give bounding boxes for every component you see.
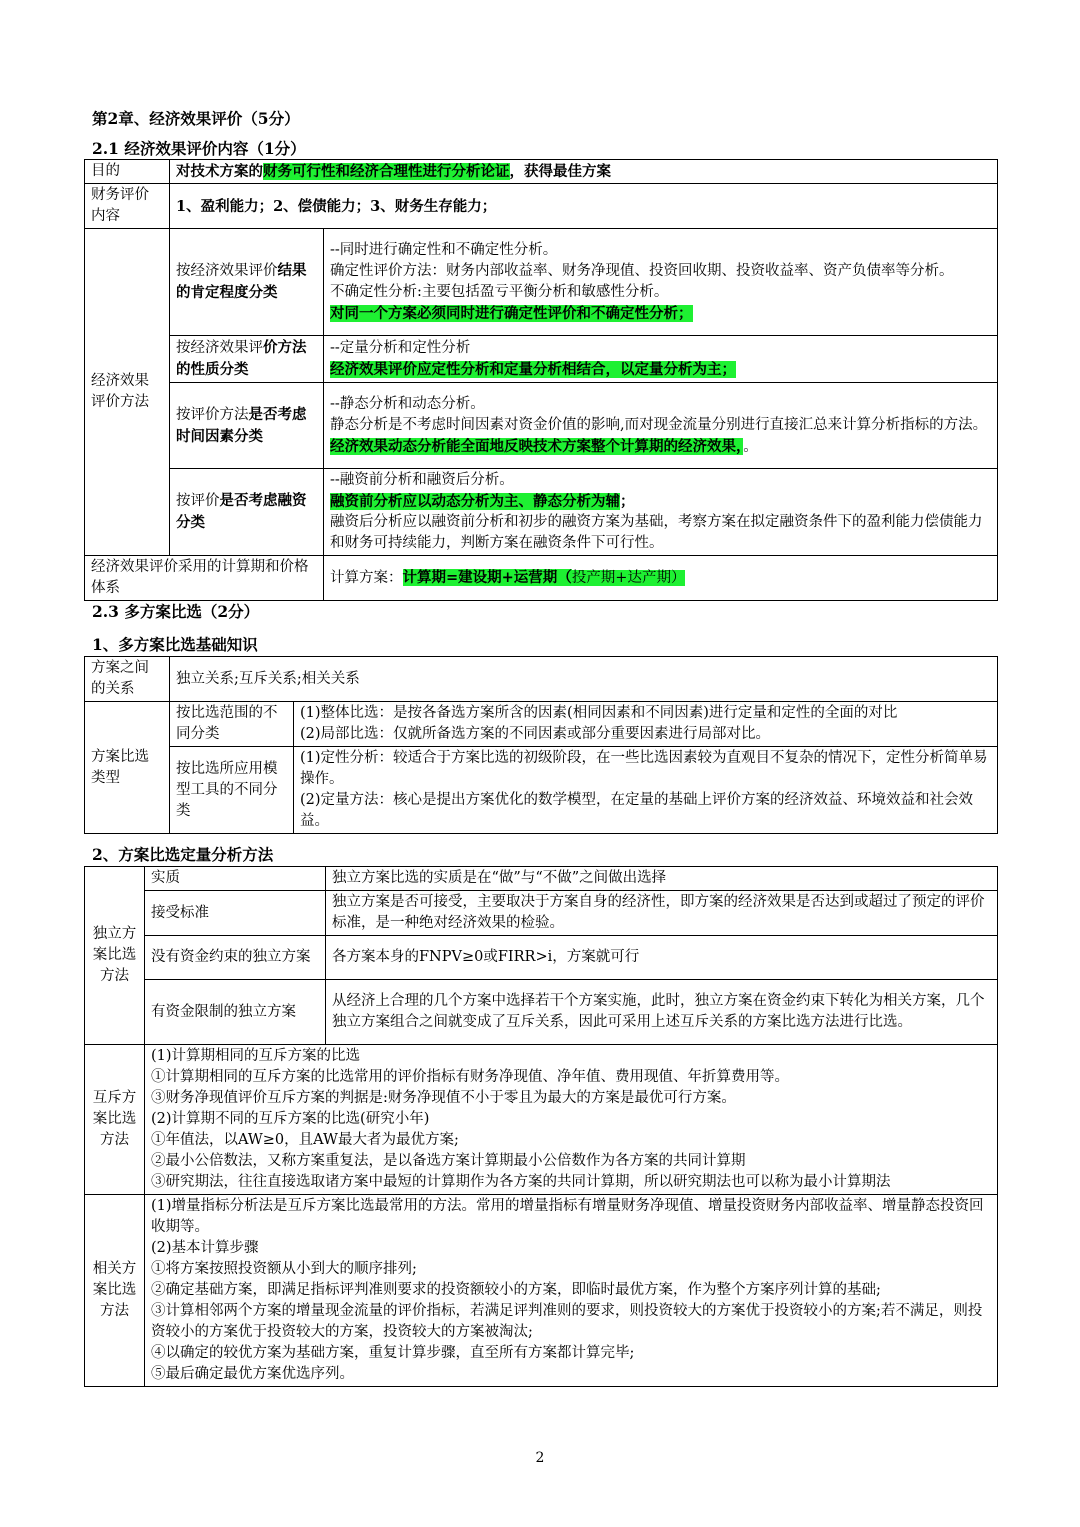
capital-limit-value: 从经济上合理的几个方案中选择若干个方案实施，此时，独立方案在资金约束下转化为相关方案，几个独立方案组合之间就变成了互斥关系，因此可采用上述互斥关系的方案比选方法进行比选。 (326, 980, 998, 1045)
mutual-method-detail: (1)计算期相同的互斥方案的比选 ①计算期相同的互斥方案的比选常用的评价指标有财务净现值、净年值、费用现值、年折算费用等。 ③财务净现值评价互斥方案的判据是:财务净现值不小于零且为最大的方案是最优可行方案。 (2)计算期不同的互斥方案的比选(研究小年) ①年值法，以AW≥0，且AW最大者为最优方案; ②最小公倍数法，又称方案重复法，是以备选方案计算期最小公倍数作为各方案的共同计算期 ③研究期法，往往直接选取诸方案中最短的计算期作为各方案的共同计算期，所以研究期法也可以称为最小计算期法 (145, 1045, 998, 1195)
independent-method-label: 独立方案比选方法 (85, 867, 145, 1045)
classify-by-certainty: 按经济效果评价结果的肯定程度分类 (170, 229, 324, 336)
acceptance-label: 接受标准 (145, 891, 326, 936)
eval-method-label: 经济效果评价方法 (85, 229, 170, 556)
acceptance-value: 独立方案是否可接受，主要取决于方案自身的经济性，即方案的经济效果是否达到或超过了预定的评价标准，是一种绝对经济效果的检验。 (326, 891, 998, 936)
purpose-value: 对技术方案的财务可行性和经济合理性进行分析论证，获得最佳方案 (170, 160, 998, 184)
chapter-title: 第2章、经济效果评价（5分） (92, 109, 300, 128)
subsection-1-title: 1、多方案比选基础知识 (92, 635, 258, 654)
related-method-label: 相关方案比选方法 (85, 1195, 145, 1387)
classify-by-nature: 按经济效果评价方法的性质分类 (170, 336, 324, 383)
certainty-detail: --同时进行确定性和不确定性分析。 确定性评价方法：财务内部收益率、财务净现值、投资回收期、投资收益率、资产负债率等分析。 不确定性分析:主要包括盈亏平衡分析和敏感性分析。 对同一个方案必须同时进行确定性评价和不确定性分析； (324, 229, 998, 336)
section-2-3-title: 2.3 多方案比选（2分） (92, 602, 260, 621)
essence-value: 独立方案比选的实质是在“做”与“不做”之间做出选择 (326, 867, 998, 891)
type-by-model-detail: (1)定性分析：较适合于方案比选的初级阶段，在一些比选因素较为直观目不复杂的情况下，定性分析简单易操作。 (2)定量方法：核心是提出方案优化的数学模型，在定量的基础上评价方案的经济效益、环境效益和社会效益。 (294, 747, 998, 834)
classify-by-time: 按评价方法是否考虑时间因素分类 (170, 383, 324, 469)
financing-detail: --融资前分析和融资后分析。 融资前分析应以动态分析为主、静态分析为辅； 融资后分析应以融资前分析和初步的融资方案为基础，考察方案在拟定融资条件下的盈利能力偿债能力和财务可持续能力，判断方案在融资条件下可行性。 (324, 469, 998, 556)
period-value: 计算方案：计算期=建设期+运营期（投产期+达产期） (324, 556, 998, 601)
period-label: 经济效果评价采用的计算期和价格体系 (85, 556, 324, 601)
evaluation-content-table (84, 159, 998, 601)
type-by-scope: 按比选范围的不同分类 (170, 702, 294, 747)
related-method-detail: (1)增量指标分析法是互斥方案比选最常用的方法。常用的增量指标有增量财务净现值、增量投资财务内部收益率、增量静态投资回收期等。 (2)基本计算步骤 ①将方案按照投资额从小到大的顺序排列; ②确定基础方案，即满足指标评判准则要求的投资额较小的方案，即临时最优方案，作为整个方案序列计算的基础; ③计算相邻两个方案的增量现金流量的评价指标，若满足评判准则的要求，则投资较大的方案优于投资较小的方案;若不满足，则投资较小的方案优于投资较大的方案，投资较大的方案被淘汰; ④以确定的较优方案为基础方案，重复计算步骤，直至所有方案都计算完毕; ⑤最后确定最优方案优选序列。 (145, 1195, 998, 1387)
subsection-2-title: 2、方案比选定量分析方法 (92, 845, 274, 864)
classify-by-financing: 按评价是否考虑融资分类 (170, 469, 324, 556)
type-by-scope-detail: (1)整体比选：是按各备选方案所含的因素(相同因素和不同因素)进行定量和定性的全面的对比 (2)局部比选：仅就所备选方案的不同因素或部分重要因素进行局部对比。 (294, 702, 998, 747)
page-number: 2 (535, 1450, 545, 1466)
no-capital-limit-label: 没有资金约束的独立方案 (145, 936, 326, 980)
section-2-1-title: 2.1 经济效果评价内容（1分） (92, 139, 306, 158)
comparison-type-label: 方案比选类型 (85, 702, 170, 834)
nature-detail: --定量分析和定性分析 经济效果评价应定性分析和定量分析相结合，以定量分析为主； (324, 336, 998, 383)
mutual-method-label: 互斥方案比选方法 (85, 1045, 145, 1195)
time-detail: --静态分析和动态分析。 静态分析是不考虑时间因素对资金价值的影响,而对现金流量分别进行直接汇总来计算分析指标的方法。 经济效果动态分析能全面地反映技术方案整个计算期的经济效果，。 (324, 383, 998, 469)
financial-eval-value: 1、盈利能力；2、偿债能力；3、财务生存能力； (170, 184, 998, 229)
financial-eval-label: 财务评价内容 (85, 184, 170, 229)
quantitative-methods-table (84, 866, 998, 1387)
capital-limit-label: 有资金限制的独立方案 (145, 980, 326, 1045)
relation-value: 独立关系;互斥关系;相关关系 (170, 657, 998, 702)
type-by-model: 按比选所应用模型工具的不同分类 (170, 747, 294, 834)
no-capital-limit-value: 各方案本身的FNPV≥0或FIRR>i，方案就可行 (326, 936, 998, 980)
essence-label: 实质 (145, 867, 326, 891)
relation-label: 方案之间的关系 (85, 657, 170, 702)
purpose-label: 目的 (85, 160, 170, 184)
comparison-basics-table (84, 656, 998, 834)
